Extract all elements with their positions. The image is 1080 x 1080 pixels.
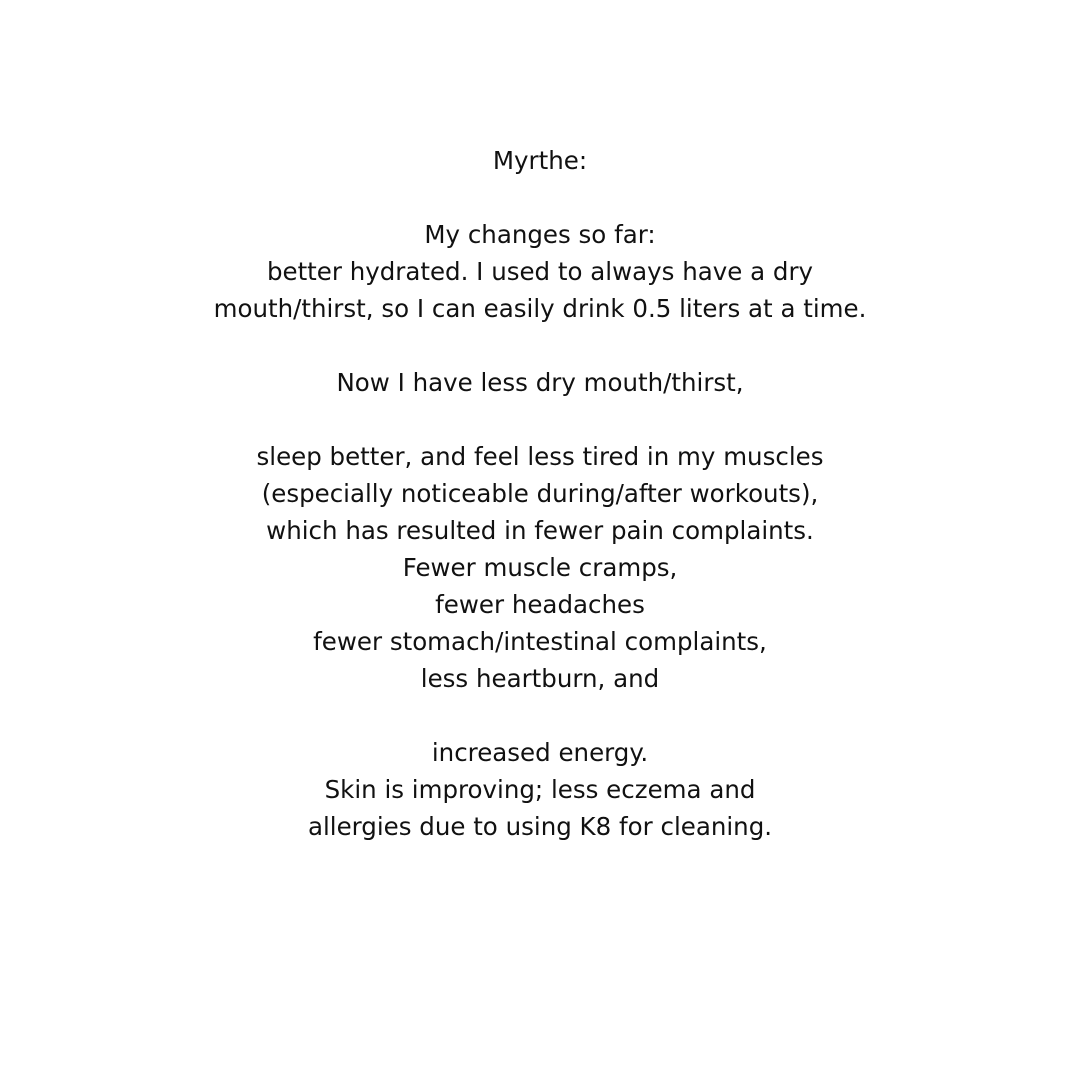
text-line: (especially noticeable during/after workouts), [261, 479, 819, 508]
text-line: increased energy. [431, 738, 649, 767]
spacer [0, 697, 1080, 734]
spacer [0, 401, 1080, 438]
text-line: less heartburn, and [420, 664, 660, 693]
text-line: Fewer muscle cramps, [402, 553, 678, 582]
text-line: Skin is improving; less eczema and [324, 775, 756, 804]
text-line: mouth/thirst, so I can easily drink 0.5 liters at a time. [213, 294, 867, 323]
text-line: Now I have less dry mouth/thirst, [336, 368, 744, 397]
text-line: which has resulted in fewer pain complaints. [266, 516, 814, 545]
testimonial-text-block [0, 142, 1080, 845]
intro-heading: My changes so far: [424, 220, 656, 249]
text-line: fewer headaches [435, 590, 645, 619]
text-line: sleep better, and feel less tired in my muscles [256, 442, 824, 471]
text-line: allergies due to using K8 for cleaning. [307, 812, 773, 841]
author-name: Myrthe: [492, 146, 588, 175]
text-line: better hydrated. I used to always have a dry [266, 257, 814, 286]
spacer [0, 327, 1080, 364]
spacer [0, 179, 1080, 216]
text-line: fewer stomach/intestinal complaints, [313, 627, 767, 656]
